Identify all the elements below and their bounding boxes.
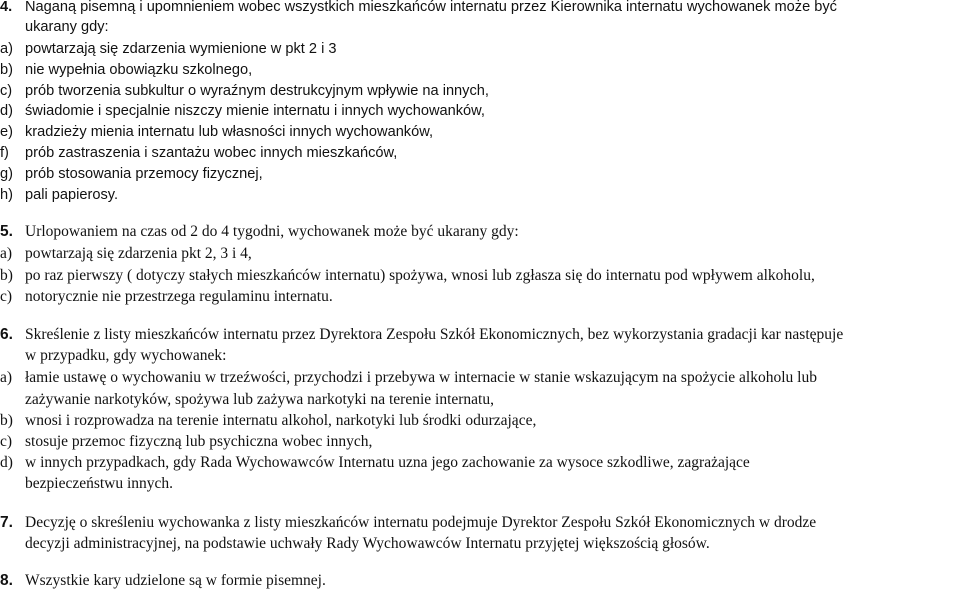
section-6-title: Skreślenie z listy mieszkańców internatu przez Dyrektora Zespołu Szkół Ekonomicznych, bez wykorzystania gradacji kar następuje — [25, 326, 844, 343]
section-8-number: 8. — [0, 572, 13, 589]
section-4-title-cont: ukarany gdy: — [25, 19, 109, 35]
section-4-item-a: a) powtarzają się zdarzenia wymienione w pkt 2 i 3 — [0, 41, 337, 57]
section-7-text: Decyzję o skreśleniu wychowanka z listy mieszkańców internatu podejmuje Dyrektor Zespołu Szkół Ekonomicznych w drodze — [25, 514, 817, 531]
section-6-item-d-cont: bezpieczeństwu innych. — [25, 475, 174, 492]
section-4-number: 4. — [0, 0, 13, 15]
section-6-item-c: c) stosuje przemoc fizyczną lub psychiczna wobec innych, — [0, 433, 373, 450]
section-5-number: 5. — [0, 223, 13, 240]
section-4-item-h: h) pali papierosy. — [0, 187, 119, 203]
section-6-title-line — [0, 325, 843, 345]
section-4-item-f: f) prób zastraszenia i szantażu wobec innych mieszkańców, — [0, 145, 398, 161]
section-5-item-a: a) powtarzają się zdarzenia pkt 2, 3 i 4, — [0, 245, 252, 262]
section-6-title-cont: w przypadku, gdy wychowanek: — [25, 347, 227, 364]
section-4-item-e: e) kradzieży mienia internatu lub własności innych wychowanków, — [0, 124, 434, 140]
section-6-item-b: b) wnosi i rozprowadza na terenie internatu alkohol, narkotyki lub środki odurzające, — [0, 412, 537, 429]
section-7-line — [0, 513, 816, 533]
section-5-item-b: b) po raz pierwszy ( dotyczy stałych mieszkańców internatu) spożywa, wnosi lub zgłasza się do internatu pod wpływem alkoholu, — [0, 267, 815, 284]
section-4-title: Naganą pisemną i upomnieniem wobec wszystkich mieszkańców internatu przez Kierownika internatu wychowanek może być — [25, 0, 837, 15]
section-6-number: 6. — [0, 326, 13, 343]
section-4-item-d: d) świadomie i specjalnie niszczy mienie internatu i innych wychowanków, — [0, 103, 485, 119]
section-6-item-a-cont: zażywanie narkotyków, spożywa lub zażywa narkotyki na terenie internatu, — [25, 391, 494, 408]
section-6-item-d: d) w innych przypadkach, gdy Rada Wychowawców Internatu uzna jego zachowanie za wysoce szkodliwe, zagrażające — [0, 454, 750, 471]
section-6-item-a: a) łamie ustawę o wychowaniu w trzeźwości, przychodzi i przebywa w internacie w stanie wskazującym na spożycie alkoholu lub — [0, 369, 817, 386]
section-7-text-cont: decyzji administracyjnej, na podstawie uchwały Rady Wychowawców Internatu przyjętej większością głosów. — [25, 535, 710, 552]
section-4-title-line — [0, 0, 837, 17]
section-5-title: Urlopowaniem na czas od 2 do 4 tygodni, wychowanek może być ukarany gdy: — [25, 223, 519, 240]
section-7-number: 7. — [0, 514, 13, 531]
section-4-item-c: c) prób tworzenia subkultur o wyraźnym destrukcyjnym wpływie na innych, — [0, 83, 489, 99]
section-5-item-c: c) notorycznie nie przestrzega regulaminu internatu. — [0, 288, 333, 305]
section-5-title-line — [0, 222, 519, 242]
section-4-item-g: g) prób stosowania przemocy fizycznej, — [0, 166, 263, 182]
section-8-text: Wszystkie kary udzielone są w formie pisemnej. — [25, 572, 326, 589]
section-4-item-b: b) nie wypełnia obowiązku szkolnego, — [0, 62, 253, 78]
section-8-line — [0, 571, 326, 591]
